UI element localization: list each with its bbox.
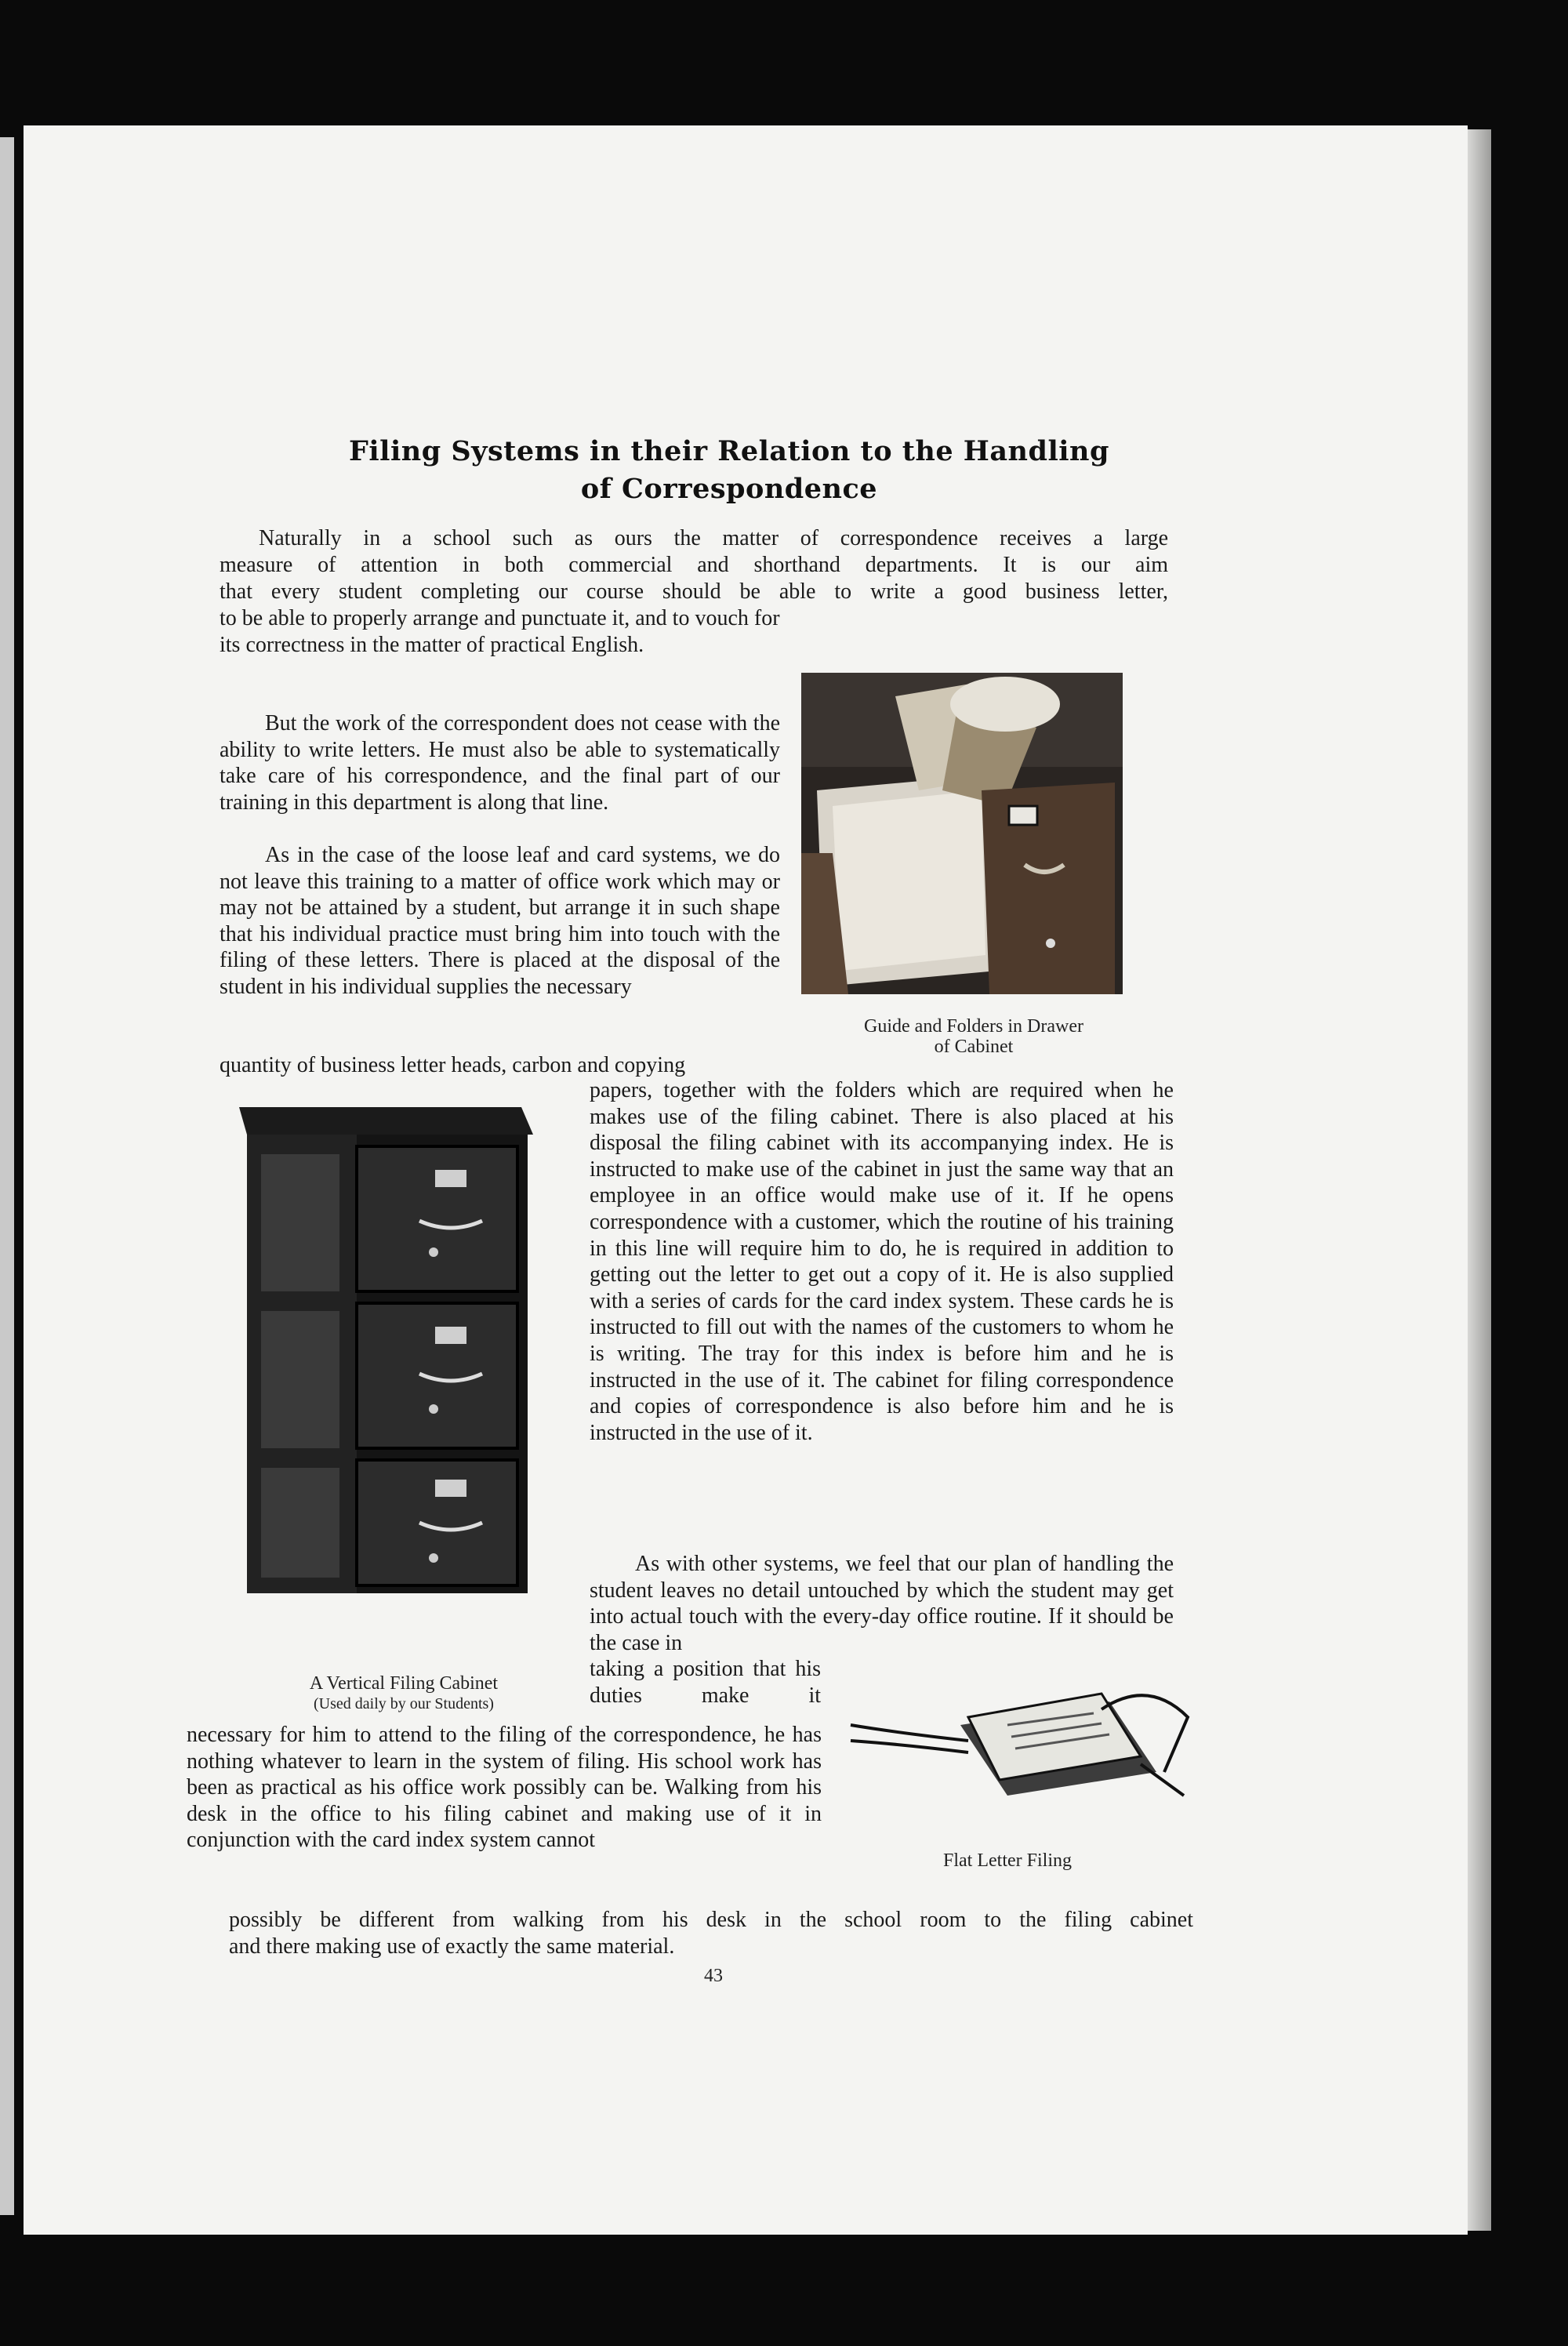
title-line-1: Filing Systems in their Relation to the Handling	[349, 435, 1109, 467]
paragraph-1-line-3: that every student completing our course should be able to write a good business letter,	[220, 579, 1168, 604]
drawer-caption	[825, 1016, 1123, 1057]
page-title	[345, 433, 1113, 508]
cabinet-caption-line-2: (Used daily by our Students)	[314, 1695, 494, 1712]
paragraph-4-end-line-1: possibly be different from walking from his desk in the school room to the filing cabinet	[229, 1908, 1193, 1932]
paragraph-1-continued: to be able to properly arrange and punctuate it, and to vouch for its correctness in the matter of practical English.	[220, 606, 780, 657]
title-line-2: of Correspondence	[580, 473, 878, 505]
page-edge-shadow	[1468, 129, 1491, 2231]
adjacent-page-edge	[0, 137, 14, 2215]
paragraph-2: But the work of the correspondent does not cease with the ability to write letters. He must also be able to systematically take care of his correspondence, and the final part of our training in this department is along that line.	[220, 711, 780, 815]
cabinet-caption	[259, 1673, 549, 1714]
paragraph-1-line-2: measure of attention in both commercial and shorthand departments. It is our aim	[220, 553, 1168, 577]
flat-letter-filing-image	[843, 1678, 1196, 1807]
drawer-photo	[801, 673, 1123, 994]
paragraph-1-line-1: Naturally in a school such as ours the matter of correspondence receives a large	[259, 526, 1168, 550]
page-number: 43	[704, 1966, 723, 1986]
flat-filing-caption: Flat Letter Filing	[943, 1850, 1072, 1871]
paragraph-4-left: necessary for him to attend to the filing of the correspondence, he has nothing whatever to learn in the system of filing. His school work has been as practical as his office work possibly can be. Walking from his desk in the office to his filing cabinet and making use of it in conjunction with the card index system cannot	[187, 1723, 822, 1853]
paragraph-3-top: As in the case of the loose leaf and card systems, we do not leave this training to a matter of office work which may or may not be attained by a student, but arrange it in such shape that his individual practice must bring him into touch with the filing of these letters. There is placed at the disposal of the student in his individual supplies the necessary	[220, 843, 780, 999]
paragraph-4-end-line-2: and there making use of exactly the same material.	[229, 1934, 675, 1959]
vertical-cabinet-image	[223, 1091, 557, 1626]
drawer-caption-line-1: Guide and Folders in Drawer	[864, 1016, 1083, 1037]
cabinet-caption-line-1: A Vertical Filing Cabinet	[309, 1673, 499, 1694]
paragraph-4-right: As with other systems, we feel that our plan of handling the student leaves no detail untouched by which the student may get into actual touch with the every-day office routine. If it should be the case in	[590, 1552, 1174, 1655]
paragraph-3-wide-line: quantity of business letter heads, carbon and copying	[220, 1053, 686, 1077]
paragraph-4-short: taking a position that his duties make it	[590, 1657, 821, 1708]
paragraph-3-right: papers, together with the folders which are required when he makes use of the filing cabinet. There is also placed at his disposal the filing cabinet with its accompanying index. He is instructed to make use of the cabinet in just the same way that an employee in an office would make use of it. If he opens correspondence with a customer, which the routine of his training in this line will require him to do, he is required in addition to getting out the letter to get out a copy of it. He is also supplied with a series of cards for the card index system. These cards he is instructed to fill out with the names of the customers to whom he is writing. The tray for this index is before him and he is instructed in the use of it. The cabinet for filing correspondence and copies of correspondence is also before him and he is instructed in the use of it.	[590, 1078, 1174, 1445]
drawer-caption-line-2: of Cabinet	[934, 1037, 1014, 1057]
